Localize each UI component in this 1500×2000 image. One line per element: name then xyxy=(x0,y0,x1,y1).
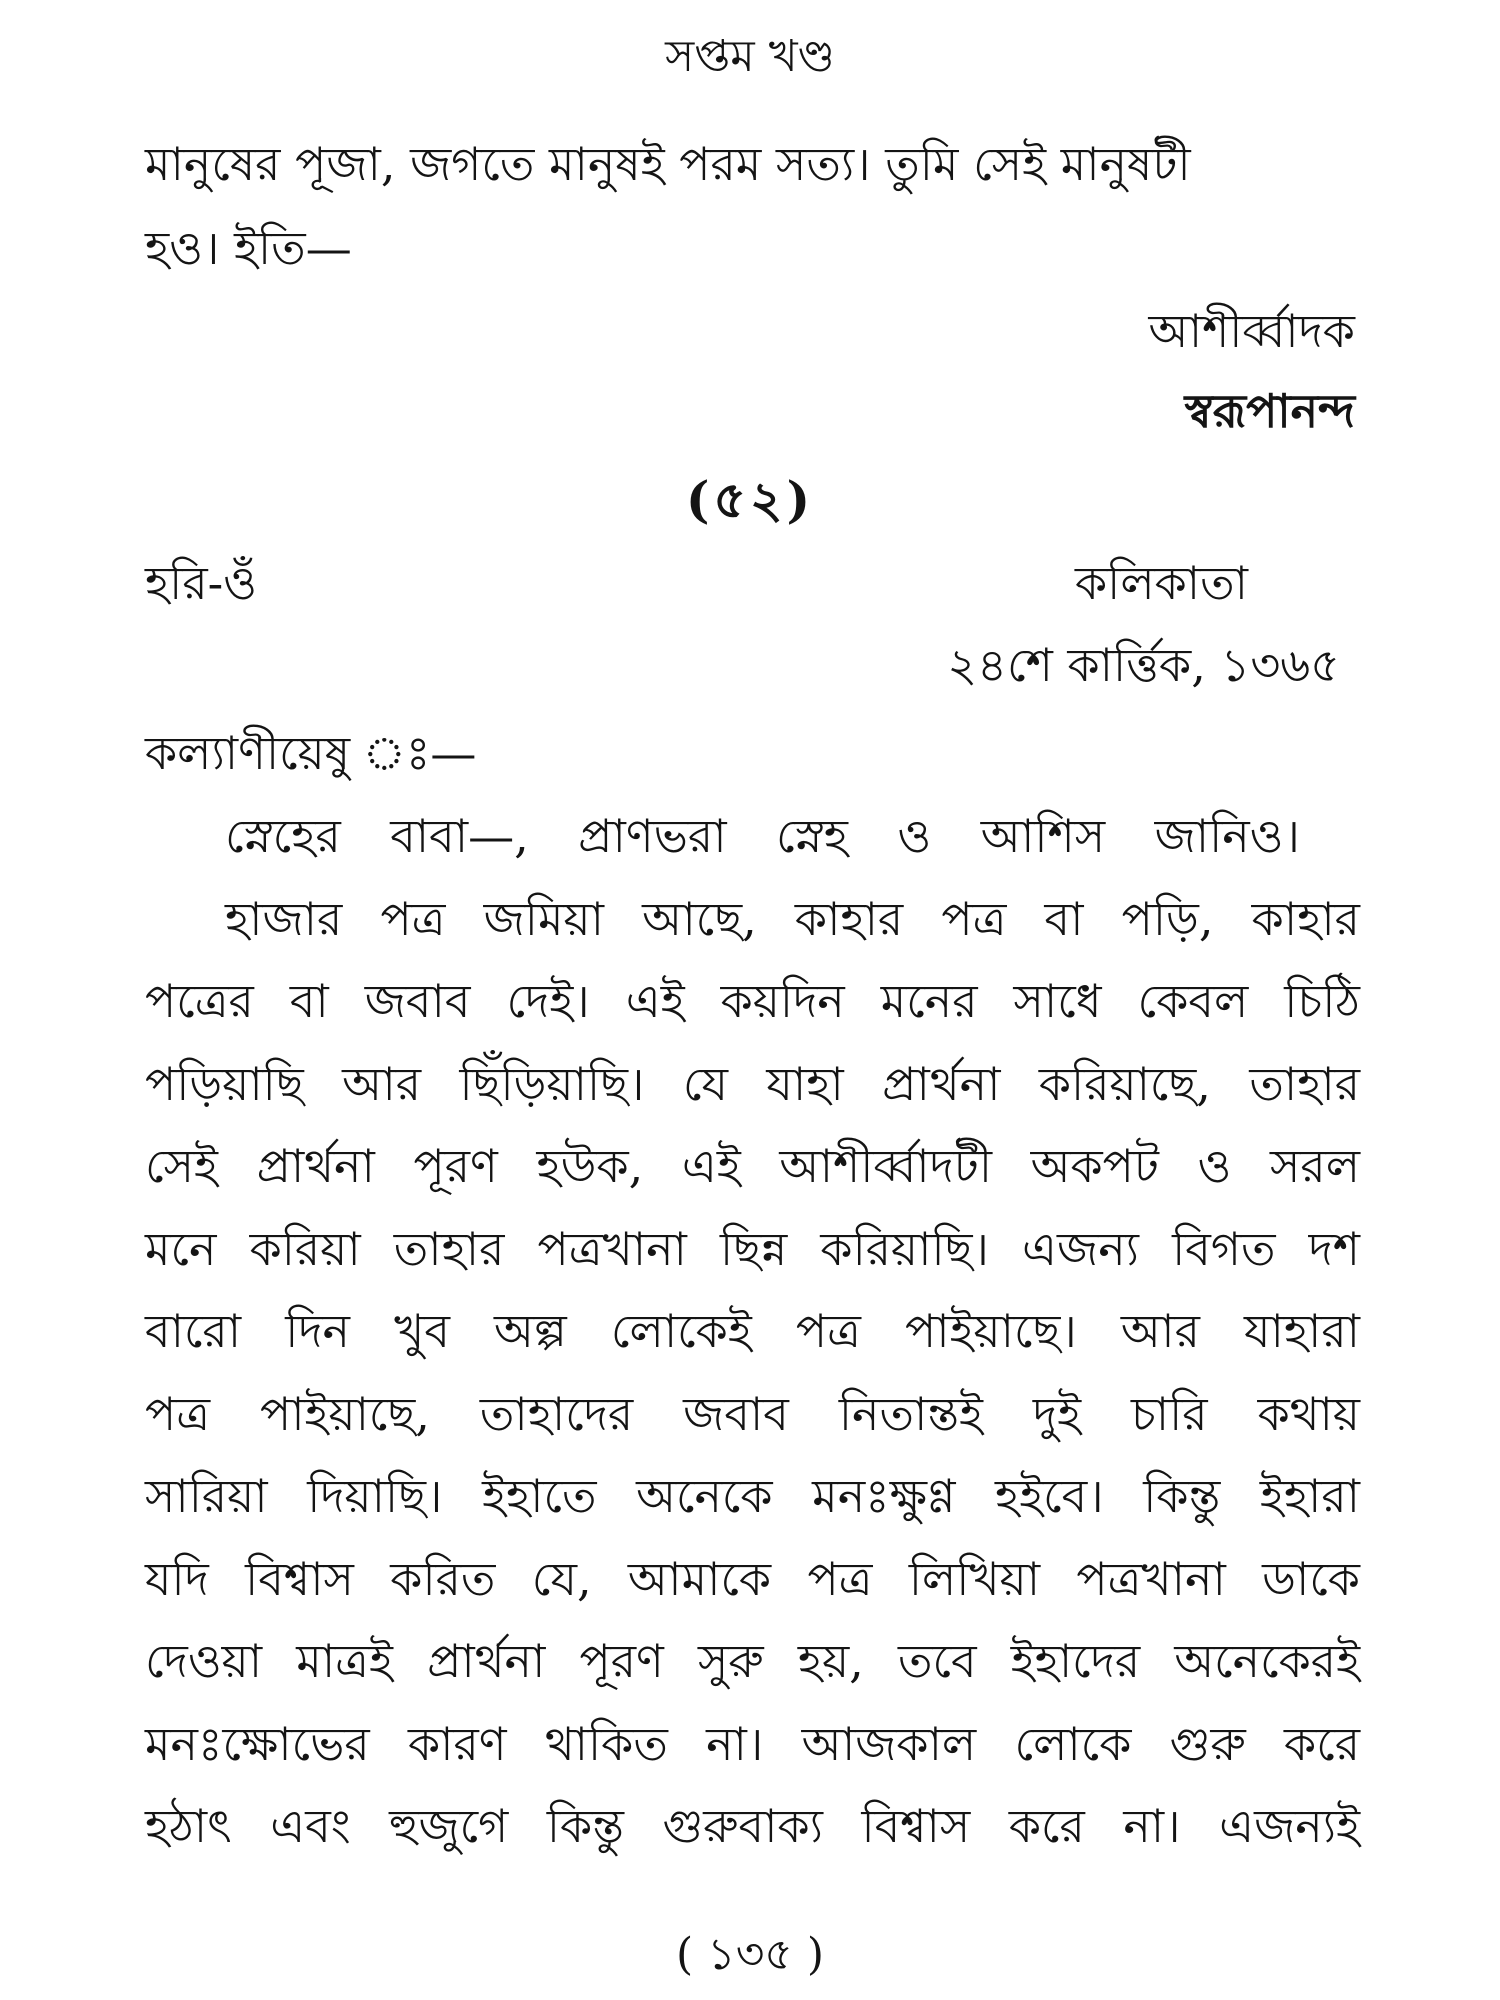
closing-blessing: আশীর্ব্বাদক xyxy=(1148,304,1355,358)
paragraph-line: বারো দিন খুব অল্প লোকেই পত্র পাইয়াছে। আর যাহারা xyxy=(145,1304,1360,1358)
salutation: কল্যাণীয়েষু ঃ— xyxy=(145,726,477,780)
letter-place: কলিকাতা xyxy=(1075,556,1248,610)
paragraph-line: পড়িয়াছি আর ছিঁড়িয়াছি। যে যাহা প্রার্থনা করিয়াছে, তাহার xyxy=(145,1056,1360,1111)
text-line: হও। ইতি— xyxy=(145,221,352,275)
paragraph-line: সেই প্রার্থনা পূরণ হউক, এই আশীর্ব্বাদটী অকপট ও সরল xyxy=(145,1139,1360,1193)
paragraph-line: সারিয়া দিয়াছি। ইহাতে অনেকে মনঃক্ষুণ্ণ হইবে। কিন্তু ইহারা xyxy=(145,1469,1360,1523)
paragraph-line: হঠাৎ এবং হুজুগে কিন্তু গুরুবাক্য বিশ্বাস করে না। এজন্যই xyxy=(145,1799,1360,1853)
paragraph-line: দেওয়া মাত্রই প্রার্থনা পূরণ সুরু হয়, তবে ইহাদের অনেকেরই xyxy=(145,1634,1360,1688)
invocation: হরি-ওঁ xyxy=(145,556,258,610)
paragraph-line: মনে করিয়া তাহার পত্রখানা ছিন্ন করিয়াছি। এজন্য বিগত দশ xyxy=(145,1221,1360,1276)
paragraph-line: স্নেহের বাবা—, প্রাণভরা স্নেহ ও আশিস জানিও। xyxy=(225,809,1300,863)
text-line: মানুষের পূজা, জগতে মানুষই পরম সত্য। তুমি সেই মানুষটী xyxy=(145,137,1191,191)
paragraph-line: হাজার পত্র জমিয়া আছে, কাহার পত্র বা পড়ি, কাহার xyxy=(225,891,1360,946)
page-number: ( ১৩৫ ) xyxy=(675,1929,825,1980)
paragraph-line: পত্রের বা জবাব দেই। এই কয়দিন মনের সাধে কেবল চিঠি xyxy=(145,974,1360,1028)
paragraph-line: মনঃক্ষোভের কারণ থাকিত না। আজকাল লোকে গুরু করে xyxy=(145,1716,1360,1771)
signature: স্বরূপানন্দ xyxy=(1184,384,1355,438)
previous-letter-ending xyxy=(145,122,1360,290)
letter-date: ২৪শে কার্ত্তিক, ১৩৬৫ xyxy=(947,638,1340,692)
paragraph-line: যদি বিশ্বাস করিত যে, আমাকে পত্র লিখিয়া পত্রখানা ডাকে xyxy=(145,1551,1360,1606)
letter-number: (৫২) xyxy=(685,470,815,529)
running-header: সপ্তম খণ্ড xyxy=(665,31,835,82)
paragraph-line: পত্র পাইয়াছে, তাহাদের জবাব নিতান্তই দুই চারি কথায় xyxy=(145,1386,1360,1441)
letter-body xyxy=(145,795,1360,1868)
